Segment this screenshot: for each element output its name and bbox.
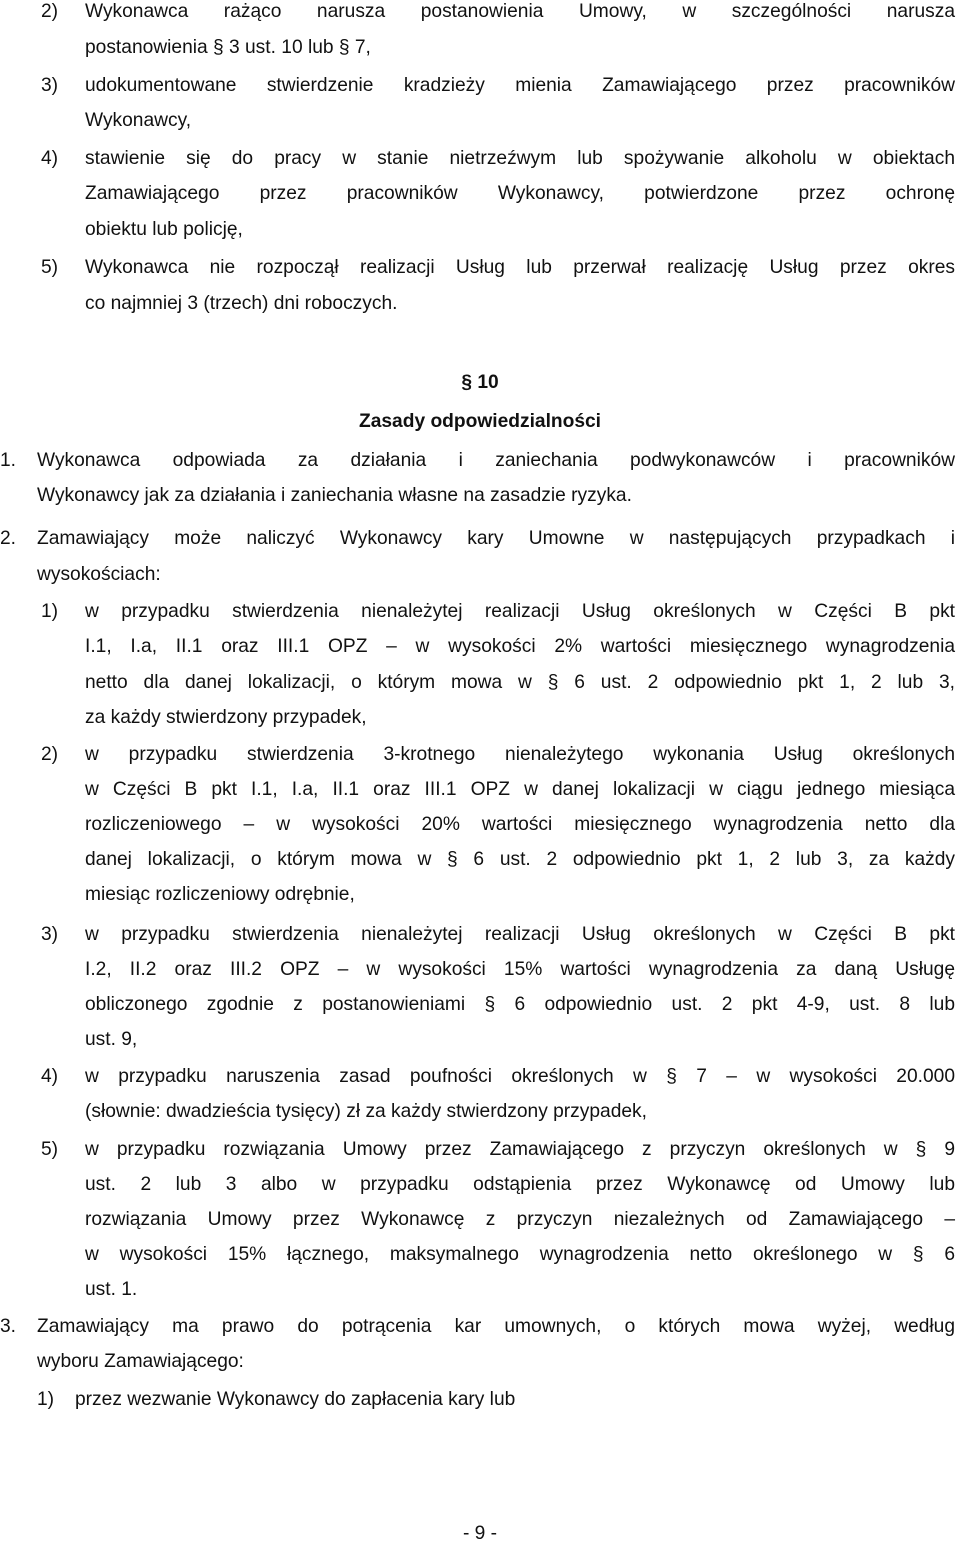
paragraph-text: Zamawiający ma prawo do potrącenia kar umownych, o których mowa wyżej, według [37,1316,955,1337]
item-text: w przypadku naruszenia zasad poufności określonych w § 7 – w wysokości 20.000 [85,1066,955,1087]
item-number: 5) [41,1139,59,1160]
item-text: Wykonawcy, [85,110,192,131]
item-text: w wysokości 15% łącznego, maksymalnego wynagrodzenia netto określonego w § 6 [85,1244,955,1265]
paragraph-number: 1. [0,450,17,471]
item-text: za każdy stwierdzony przypadek, [85,707,367,728]
item-text: w Części B pkt I.1, I.a, II.1 oraz III.1 OPZ w danej lokalizacji w ciągu jednego miesiąca [85,779,955,800]
paragraph-text: wyboru Zamawiającego: [37,1351,244,1372]
item-text: przez wezwanie Wykonawcy do zapłacenia kary lub [75,1389,516,1410]
item-number: 2) [41,744,59,765]
item-number: 4) [41,148,59,169]
item-text: I.1, I.a, II.1 oraz III.1 OPZ – w wysokości 2% wartości miesięcznego wynagrodzenia [85,636,955,657]
item-number: 2) [41,1,59,22]
item-text: stawienie się do pracy w stanie nietrzeźwym lub spożywanie alkoholu w obiektach [85,148,955,169]
paragraph-text: Zamawiający może naliczyć Wykonawcy kary Umowne w następujących przypadkach i [37,528,955,549]
item-text: rozwiązania Umowy przez Wykonawcę z przyczyn niezależnych od Zamawiającego – [85,1209,955,1230]
item-text: netto dla danej lokalizacji, o którym mowa w § 6 ust. 2 odpowiednio pkt 1, 2 lub 3, [85,672,955,693]
item-text: Wykonawca nie rozpoczął realizacji Usług lub przerwał realizację Usług przez okres [85,257,955,278]
item-text: rozliczeniowego – w wysokości 20% wartości miesięcznego wynagrodzenia netto dla [85,814,955,835]
paragraph-number: 2. [0,528,17,549]
item-text: ust. 9, [85,1029,138,1050]
item-text: obliczonego zgodnie z postanowieniami § 6 odpowiednio ust. 2 pkt 4-9, ust. 8 lub [85,994,955,1015]
item-text: ust. 2 lub 3 albo w przypadku odstąpienia przez Wykonawcę od Umowy lub [85,1174,955,1195]
item-text: w przypadku stwierdzenia nienależytej realizacji Usług określonych w Części B pkt [85,601,955,622]
item-text: I.2, II.2 oraz III.2 OPZ – w wysokości 15% wartości wynagrodzenia za daną Usługę [85,959,955,980]
item-text: (słownie: dwadzieścia tysięcy) zł za każdy stwierdzony przypadek, [85,1101,647,1122]
page-number: - 9 - [462,1523,498,1544]
item-text: w przypadku stwierdzenia 3-krotnego nienależytego wykonania Usług określonych [85,744,955,765]
paragraph-text: Wykonawcy jak za działania i zaniechania własne na zasadzie ryzyka. [37,485,632,506]
item-number: 4) [41,1066,59,1087]
item-text: w przypadku rozwiązania Umowy przez Zamawiającego z przyczyn określonych w § 9 [85,1139,955,1160]
item-text: w przypadku stwierdzenia nienależytej realizacji Usług określonych w Części B pkt [85,924,955,945]
paragraph-number: 3. [0,1316,17,1337]
item-number: 1) [37,1389,55,1410]
item-number: 3) [41,75,59,96]
item-text: danej lokalizacji, o którym mowa w § 6 ust. 2 odpowiednio pkt 1, 2 lub 3, za każdy [85,849,955,870]
section-number: § 10 [461,372,499,393]
paragraph-text: Wykonawca odpowiada za działania i zaniechania podwykonawców i pracowników [37,450,955,471]
item-text: Wykonawca rażąco narusza postanowienia Umowy, w szczególności narusza [85,1,955,22]
item-text: Zamawiającego przez pracowników Wykonawcy, potwierdzone przez ochronę [85,183,955,204]
item-text: ust. 1. [85,1279,138,1300]
item-number: 5) [41,257,59,278]
item-text: postanowienia § 3 ust. 10 lub § 7, [85,37,371,58]
paragraph-text: wysokościach: [37,564,161,585]
item-text: co najmniej 3 (trzech) dni roboczych. [85,293,398,314]
item-text: udokumentowane stwierdzenie kradzieży mienia Zamawiającego przez pracowników [85,75,955,96]
section-title: Zasady odpowiedzialności [358,411,602,432]
item-number: 1) [41,601,59,622]
item-text: miesiąc rozliczeniowy odrębnie, [85,884,355,905]
item-text: obiektu lub policję, [85,219,243,240]
item-number: 3) [41,924,59,945]
